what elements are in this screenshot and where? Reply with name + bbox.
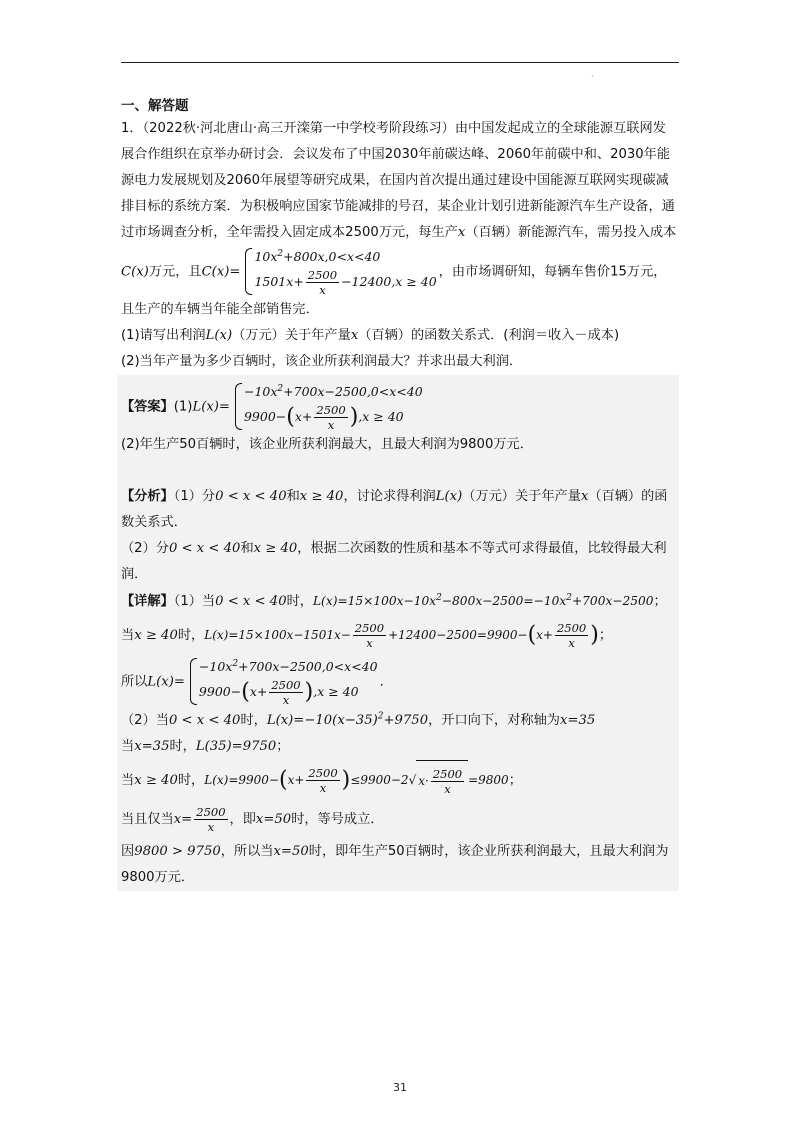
detail-line-8: 因9800 > 9750，所以当x=50时，即年生产50百辆时，该企业所获利润最大，且最大利润为9800万元． bbox=[121, 843, 669, 885]
problem-text-1: 由中国发起成立的全球能源互联网发展合作组织在京举办研讨会．会议发布了中国2030年前碳达峰、2060年前碳中和、2030年能源电力发展规划及2060年展望等研究成果，在国内首次提出通过建设中国能源互联网实现碳减排目标的系统方案．为积极响应国家节能减排的号召，某企业计划引进新能源汽车生产设备，通过市场调查分析，全年需投入固定成本2500万元，每生产 bbox=[121, 121, 675, 240]
answer-part-1: 【答案】(1)L(x)= $-10x^2+700x-2500,0<x<40$ 9900−(x+ $\frac{2500}{x}$ ),x ≥ 40 bbox=[121, 375, 679, 432]
page-number: 31 bbox=[393, 1081, 407, 1094]
analysis-line-2: （2）分0 < x < 40和x ≥ 40，根据二次函数的性质和基本不等式可求得最值，比较得最大利润． bbox=[121, 541, 667, 582]
cost-def-lhs: C(x)= bbox=[201, 264, 241, 280]
cost-piecewise: $10x^2+800x,0<x<40$ 1501x+ $\frac{2500}{x}$ −12400,x ≥ 40 bbox=[242, 246, 436, 297]
detail-label: 【详解】 bbox=[121, 594, 174, 609]
problem-statement bbox=[121, 116, 679, 323]
profit-function: L(x) bbox=[205, 328, 233, 343]
answer-label: 【答案】 bbox=[121, 399, 174, 415]
document-body bbox=[121, 96, 679, 891]
problem-text-4: ，由市场调研知，每辆车售价15万元，且生产的车辆当年能全部销售完． bbox=[121, 264, 667, 317]
problem-text-3: 万元，且 bbox=[148, 264, 202, 280]
header-dot: · bbox=[591, 72, 594, 81]
detail-line-3: 所以L(x)= $-10x^2+700x-2500,0<x<40$ 9900−(x+ $\frac{2500}{x}$ ),x ≥ 40 ． bbox=[121, 656, 679, 708]
cost-function: C(x) bbox=[121, 264, 149, 280]
problem-number: 1． bbox=[121, 121, 143, 136]
solution-panel bbox=[117, 375, 679, 891]
detail-line-6: 当x ≥ 40时，L(x)=9900−(x+ $\frac{2500}{x}$ )≤9900−2√ x· $\frac{2500}{x}$ =9800； bbox=[121, 760, 679, 801]
question-2: (2)当年产量为多少百辆时，该企业所获利润最大？并求出最大利润． bbox=[121, 354, 523, 369]
detail-line-4: （2）当0 < x < 40时，$L(x)=-10(x-35)^2+9750$，开口向下，对称轴为x=35 bbox=[121, 711, 596, 728]
detail-piecewise: $-10x^2+700x-2500,0<x<40$ 9900−(x+ $\frac{2500}{x}$ ),x ≥ 40 bbox=[187, 656, 378, 707]
header-rule bbox=[121, 62, 679, 63]
var-x: x bbox=[457, 225, 466, 240]
detail-line-7: 当且仅当x= $\frac{2500}{x}$ ，即x=50时，等号成立． bbox=[121, 804, 384, 834]
detail-line-1: 【详解】（1）当0 < x < 40时，$L(x)=15\times 100x-10x^2-800x-2500=-10x^2+700x-2500$； bbox=[121, 592, 667, 609]
answer-part-2: (2)年生产50百辆时，该企业所获利润最大，且最大利润为9800万元． bbox=[121, 437, 533, 452]
detail-line-5: 当x=35时，L(35)=9750； bbox=[121, 738, 290, 754]
problem-text-2: （百辆）新能源汽车，需另投入成本 bbox=[465, 225, 677, 240]
analysis-label: 【分析】 bbox=[121, 489, 174, 504]
question-1: (1)请写出利润L(x)（万元）关于年产量x（百辆）的函数关系式．(利润＝收入－成本) bbox=[121, 328, 620, 343]
problem-source: （2022秋·河北唐山·高三开滦第一中学校考阶段练习） bbox=[142, 121, 455, 136]
answer-piecewise: $-10x^2+700x-2500,0<x<40$ 9900−(x+ $\frac{2500}{x}$ ),x ≥ 40 bbox=[232, 381, 423, 432]
section-title: 一、解答题 bbox=[121, 98, 189, 114]
detail-line-2: 当x ≥ 40时，L(x)=15×100x−1501x− $\frac{2500}{x}$ +12400−2500=9900−(x+ $\frac{2500}{x}$ )； bbox=[121, 621, 613, 650]
analysis-line-1: 【分析】（1）分0 < x < 40和x ≥ 40，讨论求得利润L(x)（万元）关于年产量x（百辆）的函数关系式． bbox=[121, 489, 668, 530]
